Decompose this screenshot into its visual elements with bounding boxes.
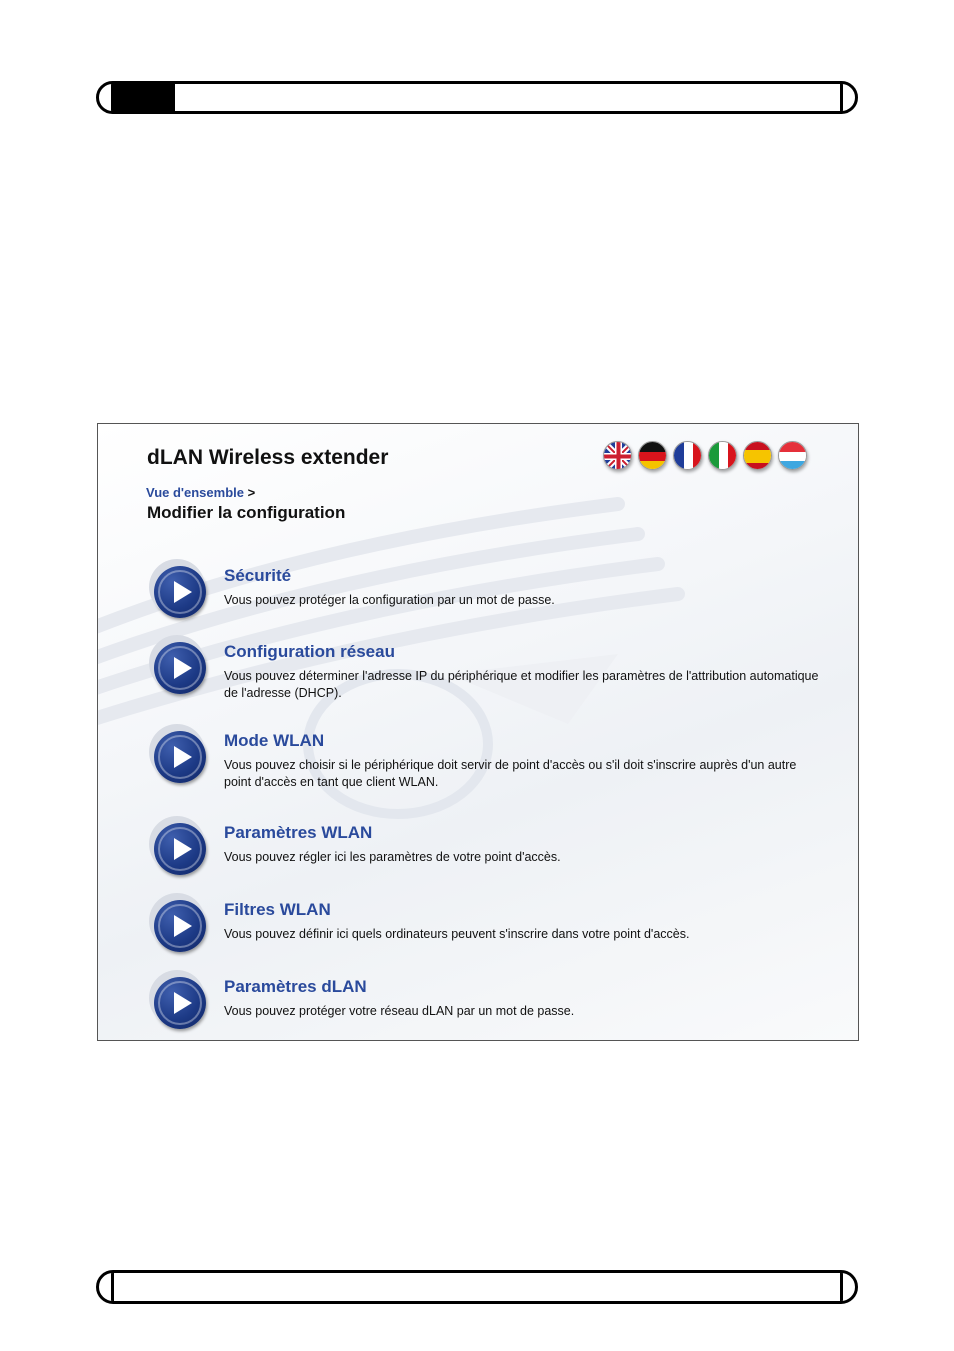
network-config-link[interactable]: Configuration réseau	[224, 642, 395, 661]
wlan-filters-link[interactable]: Filtres WLAN	[224, 900, 331, 919]
luxembourg-flag-icon[interactable]	[778, 441, 807, 470]
security-description: Vous pouvez protéger la configuration par un mot de passe.	[224, 593, 555, 607]
play-arrow-icon[interactable]	[154, 566, 206, 618]
play-arrow-icon[interactable]	[154, 823, 206, 875]
english-flag-icon[interactable]	[603, 441, 632, 470]
french-flag-icon[interactable]	[673, 441, 702, 470]
dlan-settings-link[interactable]: Paramètres dLAN	[224, 977, 367, 996]
german-flag-icon[interactable]	[638, 441, 667, 470]
dlan-settings-description: Vous pouvez protéger votre réseau dLAN par un mot de passe.	[224, 1004, 575, 1018]
config-screenshot	[97, 423, 859, 1041]
security-link[interactable]: Sécurité	[224, 566, 292, 585]
app-title: dLAN Wireless extender	[147, 446, 389, 469]
footer-bar-left-edge	[111, 1273, 114, 1301]
header-bar-right-edge	[840, 84, 843, 111]
breadcrumb	[146, 485, 255, 500]
wlan-mode-link[interactable]: Mode WLAN	[224, 731, 325, 750]
breadcrumb-separator: >	[247, 485, 256, 500]
language-selector	[603, 441, 807, 470]
wlan-filters-description: Vous pouvez définir ici quels ordinateurs peuvent s'inscrire dans votre point d'accès.	[224, 927, 690, 941]
play-arrow-icon[interactable]	[154, 900, 206, 952]
italian-flag-icon[interactable]	[708, 441, 737, 470]
play-arrow-icon[interactable]	[154, 977, 206, 1029]
network-config-description: Vous pouvez déterminer l'adresse IP du périphérique et modifier les paramètres de l'attribution automatique de l'adresse (DHCP).	[224, 669, 819, 700]
play-arrow-icon[interactable]	[154, 642, 206, 694]
spanish-flag-icon[interactable]	[743, 441, 772, 470]
header-page-tab	[111, 84, 175, 111]
manual-footer-bar	[96, 1270, 858, 1304]
manual-header-bar	[96, 81, 858, 114]
wlan-settings-link[interactable]: Paramètres WLAN	[224, 823, 373, 842]
wlan-settings-description: Vous pouvez régler ici les paramètres de votre point d'accès.	[224, 850, 561, 864]
play-arrow-icon[interactable]	[154, 731, 206, 783]
breadcrumb-overview-link[interactable]: Vue d'ensemble	[146, 485, 244, 500]
wlan-mode-description: Vous pouvez choisir si le périphérique doit servir de point d'accès ou s'il doit s'inscrire auprès d'un autre point d'accès en tant que client WLAN.	[224, 758, 797, 789]
page-title: Modifier la configuration	[147, 503, 346, 522]
footer-bar-right-edge	[840, 1273, 843, 1301]
